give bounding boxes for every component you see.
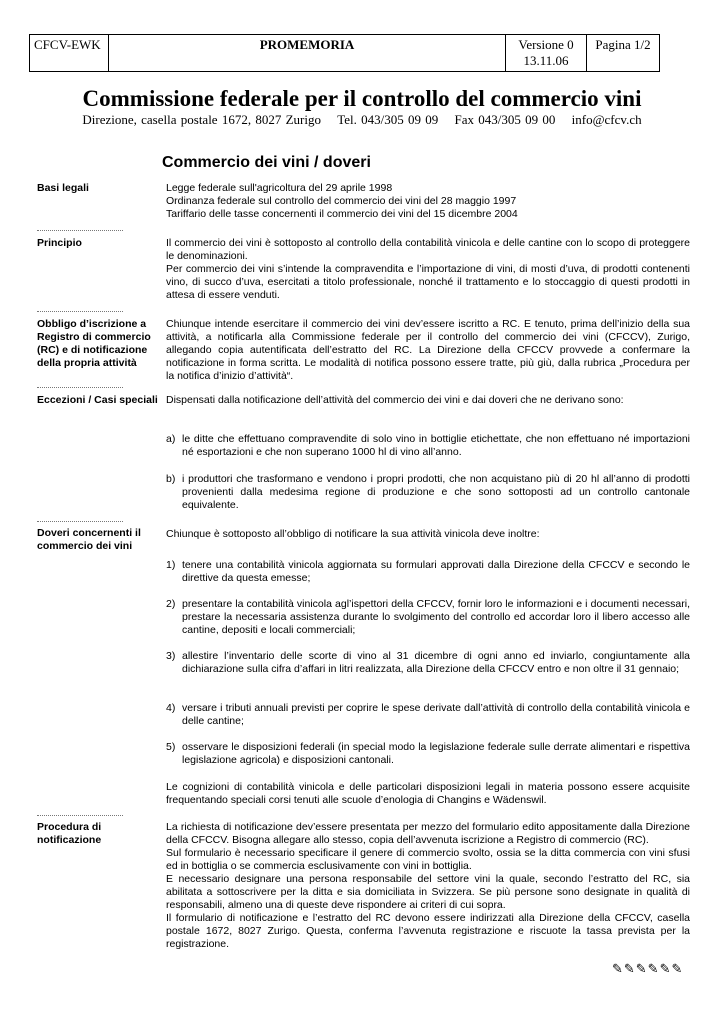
list-item [166, 650, 690, 676]
principio-paragraph: Per commercio dei vini s’intende la compravendita e l’importazione di vini, di mosti d’uva, di prodotti contenenti vino, di succo d’uva, esercitati a titolo professionale, nonché il trattamento e lo stoccaggio di questi prodotti in attesa di essere venduti. [166, 263, 690, 301]
contact-fax: Fax 043/305 09 00 [454, 112, 556, 127]
basi-line: Legge federale sull'agricoltura del 29 aprile 1998 [166, 182, 393, 194]
list-item-text: versare i tributi annuali previsti per coprire le spese derivate dall’attività di controllo della contabilità vinicola e delle cantine; [182, 702, 690, 727]
section-heading: Commercio dei vini / doveri [162, 154, 371, 171]
continuation-hands-icon: ✎✎✎✎✎✎ [612, 962, 684, 977]
section-divider [37, 815, 123, 816]
section-divider [37, 311, 123, 312]
label-basi-legali: Basi legali [37, 182, 89, 194]
list-item-text: presentare la contabilità vinicola agl’ispettori della CFCCV, fornir loro le informazioni e i documenti necessari, prestare la necessaria assistenza durante lo svolgimento del controllo ed accordar loro il libero accesso alle cantine, depositi e locali commerciali; [182, 598, 690, 636]
procedura-paragraph: E necessario designare una persona responsabile del settore vini la quale, secondo l’estratto del RC, sia abilitata a sottoscrivere per la ditta e sia domiciliata in Svizzera. Se più persone sono designate in qualità di responsabili, almeno una di queste deve rispondere ai criteri di cui sopra. [166, 873, 690, 911]
list-item [166, 433, 690, 459]
version-cell [506, 35, 587, 72]
org-code: CFCV-EWK [30, 35, 109, 72]
procedura-paragraph: Il formulario di notificazione e l’estratto del RC devono essere indirizzati alla Direzione della CFCCV, casella postale 1672, 8027 Zurigo. Questa, conferma l’avvenuta registrazione e riscuote la tassa prevista per la registrazione. [166, 912, 690, 950]
list-marker: 4) [166, 702, 176, 714]
list-marker: 3) [166, 650, 176, 662]
doveri-intro: Chiunque è sottoposto all’obbligo di notificare la sua attività vinicola deve inoltre: [166, 528, 540, 540]
contact-email: info@cfcv.ch [571, 112, 642, 127]
doveri-closing: Le cognizioni di contabilità vinicola e delle particolari disposizioni legali in materia possono essere acquisite frequentando speciali corsi tenuti alle scuole d’enologia di Changins e Wädenswil. [166, 781, 690, 806]
list-item [166, 598, 690, 637]
version: Versione 0 [518, 37, 574, 52]
label-doveri: Doveri concernenti il commercio dei vini [37, 527, 141, 552]
list-marker: 1) [166, 559, 176, 571]
list-item-text: osservare le disposizioni federali (in special modo la legislazione federale sulle derrate alimentari e rispettiva legislazione agricola) e disposizioni cantonali. [182, 741, 690, 766]
contact-line [0, 112, 724, 128]
label-procedura: Procedura di notificazione [37, 821, 102, 846]
list-item [166, 559, 690, 585]
contact-address: Direzione, casella postale 1672, 8027 Zurigo [82, 112, 321, 127]
list-marker: 5) [166, 741, 176, 753]
basi-line: Tariffario delle tasse concernenti il commercio dei vini del 15 dicembre 2004 [166, 208, 518, 220]
list-item [166, 473, 690, 512]
list-item [166, 741, 690, 767]
list-marker: a) [166, 433, 176, 445]
basi-legali-text [166, 182, 690, 221]
basi-line: Ordinanza federale sul controllo del commercio dei vini del 28 maggio 1997 [166, 195, 517, 207]
list-item-text: tenere una contabilità vinicola aggiornata su formulari approvati dalla Direzione della CFCCV e secondo le direttive da questa emesse; [182, 559, 690, 584]
procedura-paragraph: La richiesta di notificazione dev’essere presentata per mezzo del formulario edito appositamente dalla Direzione della CFCCV. Bisogna allegare allo stesso, copia dell’avvenuta iscrizione a Registro di commercio (RC). [166, 821, 690, 846]
contact-tel: Tel. 043/305 09 09 [337, 112, 439, 127]
doc-type: PROMEMORIA [109, 35, 506, 72]
eccezioni-intro: Dispensati dalla notificazione dell’attività del commercio dei vini e dai doveri che ne derivano sono: [166, 394, 624, 406]
principio-text [166, 237, 690, 302]
principio-paragraph: Il commercio dei vini è sottoposto al controllo della contabilità vinicola e delle cantine con lo scopo di proteggere le denominazioni. [166, 237, 690, 262]
list-item [166, 702, 690, 728]
list-marker: b) [166, 473, 176, 485]
version-date: 13.11.06 [523, 53, 569, 68]
label-obbligo: Obbligo d’iscrizione a Registro di commercio (RC) e di notificazione della propria attività [37, 318, 151, 369]
section-divider [37, 387, 123, 388]
page-number: Pagina 1/2 [587, 35, 660, 72]
list-item-text: i produttori che trasformano e vendono i propri prodotti, che non acquistano più di 20 hl all’anno di prodotti provenienti dalla medesima regione di produzione e che sono sottoposti ad un controllo cantonale equivalente. [182, 473, 690, 511]
procedura-text [166, 821, 690, 951]
label-principio: Principio [37, 237, 82, 249]
section-divider [37, 521, 123, 522]
page-title: Commissione federale per il controllo del commercio vini [82, 86, 642, 111]
obbligo-text: Chiunque intende esercitare il commercio dei vini dev’essere iscritto a RC. E tenuto, prima dell’inizio della sua attività, a notificarla alla Commissione federale per il controllo del commercio dei vini (CFCCV), Zurigo, allegando copia autentificata dell’estratto del RC. La Direzione della CFCCV provvede a confermare la notificazione in forma scritta. Le modalità di notifica possono essere tratte, più giù, dalla rubrica „Procedura per la notifica d’inizio d’attività“. [166, 318, 690, 382]
list-item-text: allestire l’inventario delle scorte di vino al 31 dicembre di ogni anno ed inviarlo, congiuntamente alla dichiarazione sulla cifra d’affari in litri realizzata, alla Direzione della CFCCV entro e non oltre il 31 gennaio; [182, 650, 690, 675]
label-eccezioni: Eccezioni / Casi speciali [37, 394, 158, 406]
header-table [29, 34, 660, 72]
section-divider [37, 230, 123, 231]
list-marker: 2) [166, 598, 176, 610]
procedura-paragraph: Sul formulario è necessario specificare il genere di commercio svolto, ossia se la ditta commercia con vini sfusi ed in bottiglia o se commercia esclusivamente con vini in bottiglia. [166, 847, 690, 872]
list-item-text: le ditte che effettuano compravendite di solo vino in bottiglie etichettate, che non effettuano né importazioni né esportazioni e che non superano 1000 hl di vino all’anno. [182, 433, 690, 458]
